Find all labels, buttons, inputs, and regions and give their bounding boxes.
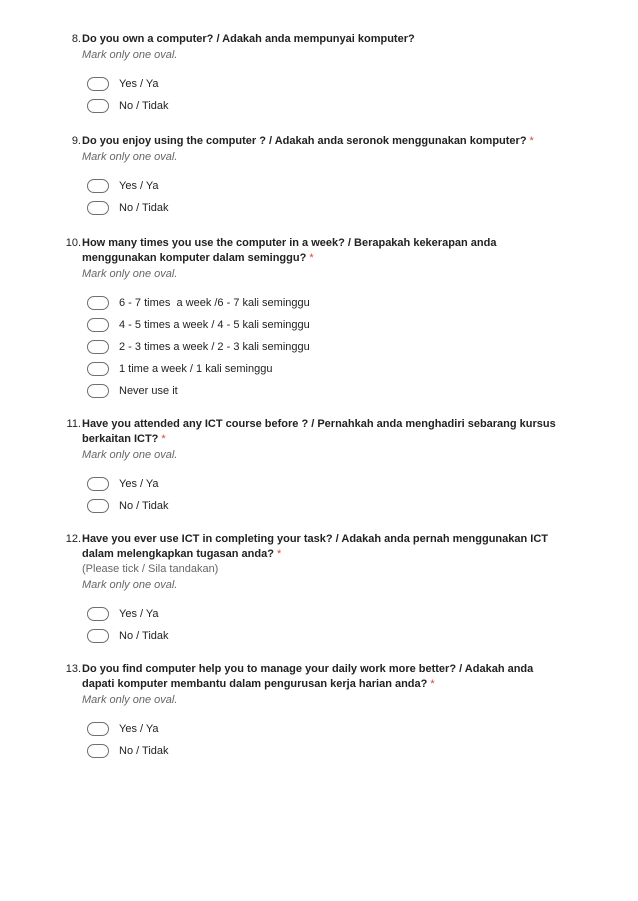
radio-oval[interactable] — [87, 179, 109, 193]
required-asterisk: * — [309, 252, 314, 264]
question-text — [82, 662, 560, 692]
option-no[interactable] — [87, 495, 560, 517]
question-title: Have you attended any ICT course before ? / Pernahkah anda menghadiri sebarang kursus berkaitan ICT? — [82, 418, 556, 445]
option-label: No / Tidak — [119, 630, 169, 642]
option-group — [87, 292, 560, 402]
option-no[interactable] — [87, 740, 560, 762]
question-number: 9. — [71, 135, 81, 147]
radio-oval[interactable] — [87, 340, 109, 354]
radio-oval[interactable] — [87, 296, 109, 310]
radio-oval[interactable] — [87, 477, 109, 491]
question-note: (Please tick / Sila tandakan) — [82, 563, 219, 575]
option-6-7-times[interactable] — [87, 292, 560, 314]
option-label: Yes / Ya — [119, 608, 159, 620]
question-text — [82, 532, 560, 562]
option-group — [87, 73, 560, 117]
option-group — [87, 718, 560, 762]
option-no[interactable] — [87, 197, 560, 219]
option-label: No / Tidak — [119, 100, 169, 112]
option-label: No / Tidak — [119, 202, 169, 214]
instruction: Mark only one oval. — [82, 579, 178, 591]
option-group — [87, 603, 560, 647]
option-group — [87, 175, 560, 219]
required-asterisk: * — [430, 678, 435, 690]
question-text — [82, 417, 560, 447]
required-asterisk: * — [529, 135, 534, 147]
radio-oval[interactable] — [87, 99, 109, 113]
question-13 — [60, 662, 560, 762]
option-group — [87, 473, 560, 517]
instruction: Mark only one oval. — [82, 49, 178, 61]
question-text — [82, 134, 560, 149]
question-text — [82, 236, 560, 266]
option-yes[interactable] — [87, 73, 560, 95]
option-label: 4 - 5 times a week / 4 - 5 kali seminggu — [119, 319, 310, 331]
option-yes[interactable] — [87, 473, 560, 495]
question-10 — [60, 236, 560, 402]
radio-oval[interactable] — [87, 201, 109, 215]
radio-oval[interactable] — [87, 744, 109, 758]
question-number: 12. — [65, 533, 81, 545]
question-number: 11. — [66, 418, 81, 430]
option-label: 2 - 3 times a week / 2 - 3 kali seminggu — [119, 341, 310, 353]
instruction: Mark only one oval. — [82, 694, 178, 706]
question-number: 13. — [65, 663, 81, 675]
question-title: Do you own a computer? / Adakah anda mempunyai komputer? — [82, 33, 415, 45]
option-label: Yes / Ya — [119, 478, 159, 490]
option-yes[interactable] — [87, 603, 560, 625]
option-no[interactable] — [87, 95, 560, 117]
option-yes[interactable] — [87, 718, 560, 740]
option-label: Yes / Ya — [119, 78, 159, 90]
radio-oval[interactable] — [87, 722, 109, 736]
question-12 — [60, 532, 560, 647]
option-label: Yes / Ya — [119, 180, 159, 192]
question-title: Do you enjoy using the computer ? / Adakah anda seronok menggunakan komputer? — [82, 135, 527, 147]
option-2-3-times[interactable] — [87, 336, 560, 358]
radio-oval[interactable] — [87, 629, 109, 643]
radio-oval[interactable] — [87, 318, 109, 332]
required-asterisk: * — [276, 548, 282, 560]
radio-oval[interactable] — [87, 384, 109, 398]
option-no[interactable] — [87, 625, 560, 647]
instruction: Mark only one oval. — [82, 268, 178, 280]
option-label: 6 - 7 times a week /6 - 7 kali seminggu — [119, 297, 310, 309]
option-4-5-times[interactable] — [87, 314, 560, 336]
option-label: 1 time a week / 1 kali seminggu — [119, 363, 273, 375]
radio-oval[interactable] — [87, 362, 109, 376]
radio-oval[interactable] — [87, 607, 109, 621]
question-text — [82, 32, 560, 47]
question-9 — [60, 134, 560, 219]
option-label: Yes / Ya — [119, 723, 159, 735]
option-1-time[interactable] — [87, 358, 560, 380]
question-title: How many times you use the computer in a week? / Berapakah kekerapan anda menggunakan komputer dalam seminggu? — [82, 237, 497, 264]
required-asterisk: * — [161, 433, 166, 445]
radio-oval[interactable] — [87, 499, 109, 513]
instruction: Mark only one oval. — [82, 151, 178, 163]
question-title: Have you ever use ICT in completing your task? / Adakah anda pernah menggunakan ICT dalam melengkapkan tugasan anda? — [82, 533, 548, 560]
option-yes[interactable] — [87, 175, 560, 197]
question-number: 8. — [71, 33, 81, 45]
question-title: Do you find computer help you to manage your daily work more better? / Adakah anda dapati komputer membantu dalam pengurusan kerja harian anda? — [82, 663, 534, 690]
question-11 — [60, 417, 560, 517]
option-never[interactable] — [87, 380, 560, 402]
question-8 — [60, 32, 560, 117]
option-label: No / Tidak — [119, 745, 169, 757]
option-label: Never use it — [119, 385, 178, 397]
option-label: No / Tidak — [119, 500, 169, 512]
instruction: Mark only one oval. — [82, 449, 178, 461]
question-number: 10. — [65, 237, 81, 249]
radio-oval[interactable] — [87, 77, 109, 91]
